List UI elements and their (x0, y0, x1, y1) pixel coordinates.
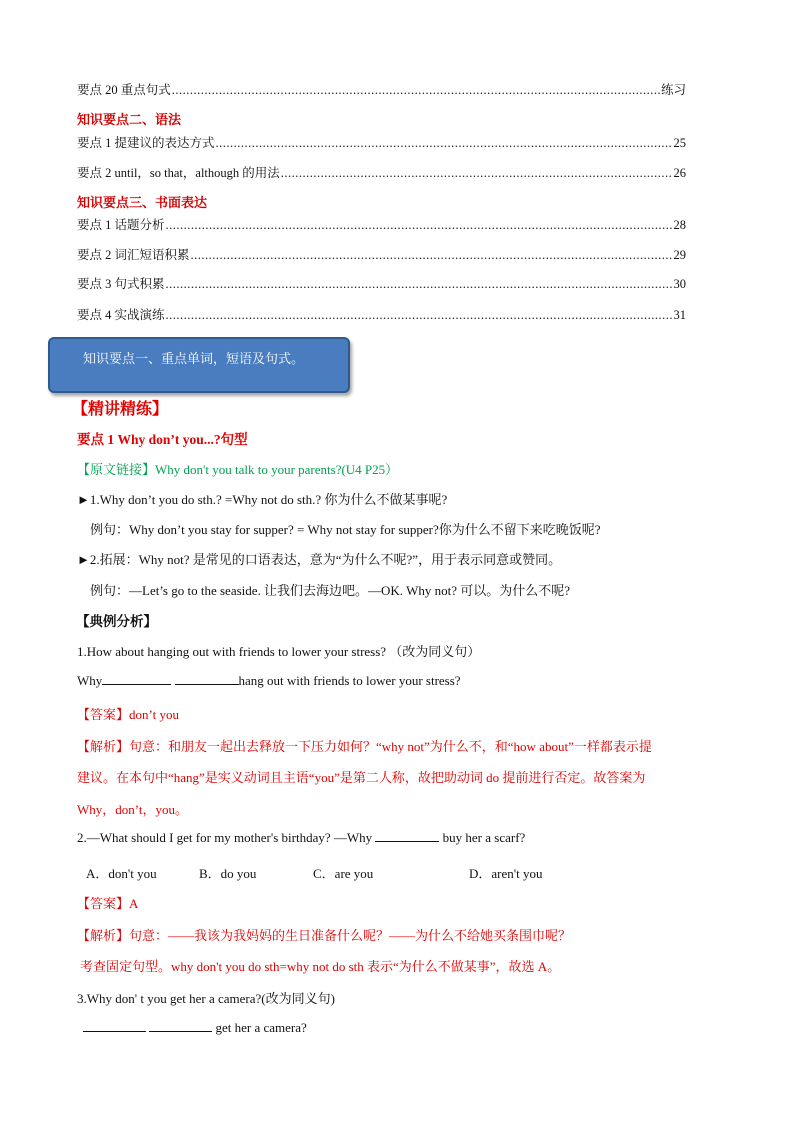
toc-leader-dots (166, 308, 673, 323)
question-prompt: 1.How about hanging out with friends to lower your stress? （改为同义句） (77, 644, 481, 659)
toc-entry (77, 215, 686, 233)
point-title: 要点 1 Why don’t you...?句型 (77, 432, 248, 447)
toc-leader-dots (166, 277, 673, 292)
toc-entry-label: 要点 20 重点句式 (77, 83, 171, 97)
toc-leader-dots (166, 218, 673, 233)
fill-in-end: get her a camera? (215, 1020, 307, 1035)
question-prompt-end: buy her a scarf? (442, 830, 526, 845)
answer-blank[interactable] (102, 673, 171, 685)
toc-entry-page: 练习 (660, 83, 686, 97)
answer-blank[interactable] (375, 830, 439, 842)
fill-in-line (77, 673, 461, 689)
toc-entry-label: 要点 4 实战演练 (77, 308, 165, 322)
toc-entry-page: 28 (673, 218, 686, 232)
option-b[interactable]: B．do you (199, 866, 257, 881)
toc-leader-dots (191, 248, 673, 263)
answer-blank[interactable] (149, 1020, 212, 1032)
question-prompt: 3.Why don' t you get her a camera?(改为同义句) (77, 991, 335, 1006)
toc-entry-label: 要点 1 提建议的表达方式 (77, 136, 215, 150)
section-heading: 【精讲精练】 (72, 399, 169, 418)
fill-in-end: hang out with friends to lower your stress? (238, 673, 461, 688)
answer-blank[interactable] (83, 1020, 146, 1032)
explanation-text: Why，don’t，you。 (77, 802, 188, 817)
toc-section-heading: 知识要点二、语法 (77, 112, 182, 127)
toc-entry-label: 要点 3 句式积累 (77, 277, 165, 291)
toc-leader-dots (281, 166, 673, 181)
option-a[interactable]: A．don't you (86, 866, 157, 881)
toc-leader-dots (216, 136, 673, 151)
option-d[interactable]: D．aren't you (469, 866, 543, 881)
example-text: 例句：—Let’s go to the seaside. 让我们去海边吧。—OK. Why not? 可以。为什么不呢? (90, 583, 570, 598)
answer-blank[interactable] (175, 673, 239, 685)
toc-entry-label: 要点 2 until，so that，although 的用法 (77, 166, 280, 180)
option-c[interactable]: C．are you (313, 866, 374, 881)
toc-entry-label: 要点 1 话题分析 (77, 218, 165, 232)
explanation-text: 考查固定句型。why don't you do sth=why not do sth 表示“为什么不做某事”，故选 A。 (80, 959, 561, 974)
explanation-text: 【解析】句意：和朋友一起出去释放一下压力如何？“why not”为什么不，和“how about”一样都表示提 (77, 739, 652, 754)
toc-entry (77, 305, 686, 323)
question-prompt-start: 2.—What should I get for my mother's birthday? —Why (77, 830, 373, 845)
source-link: 【原文链接】Why don't you talk to your parents?(U4 P25） (77, 462, 399, 477)
section-banner (48, 337, 350, 393)
fill-in-start: Why (77, 673, 103, 688)
toc-entry-page: 25 (673, 136, 686, 150)
toc-leader-dots (172, 83, 660, 98)
toc-entry-page: 30 (673, 277, 686, 291)
toc-entry-page: 31 (673, 308, 686, 322)
explanation-text: 【解析】句意：——我该为我妈妈的生日准备什么呢？——为什么不给她买条围巾呢？ (77, 928, 572, 943)
rule-text: ►1.Why don’t you do sth.? =Why not do sth.? 你为什么不做某事呢? (77, 492, 448, 507)
analysis-heading: 【典例分析】 (76, 614, 157, 629)
fill-in-line (83, 1020, 307, 1036)
answer-text: 【答案】don’t you (77, 707, 179, 722)
section-banner-text: 知识要点一、重点单词，短语及句式。 (83, 352, 305, 367)
toc-entry (77, 245, 686, 263)
question-prompt (77, 830, 525, 846)
example-text: 例句：Why don’t you stay for supper? = Why not stay for supper?你为什么不留下来吃晚饭呢? (90, 522, 601, 537)
toc-section-heading: 知识要点三、书面表达 (77, 195, 208, 210)
answer-text: 【答案】A (77, 896, 139, 911)
toc-entry (77, 80, 686, 98)
explanation-text: 建议。在本句中“hang”是实义动词且主语“you”是第二人称，故把助动词 do 提前进行否定。故答案为 (77, 770, 646, 785)
toc-entry-page: 29 (673, 248, 686, 262)
toc-entry (77, 274, 686, 292)
toc-entry-page: 26 (673, 166, 686, 180)
toc-entry-label: 要点 2 词汇短语积累 (77, 248, 190, 262)
toc-entry (77, 133, 686, 151)
rule-text: ►2.拓展：Why not? 是常见的口语表达，意为“为什么不呢?”，用于表示同意或赞同。 (77, 552, 562, 567)
toc-entry (77, 163, 686, 181)
